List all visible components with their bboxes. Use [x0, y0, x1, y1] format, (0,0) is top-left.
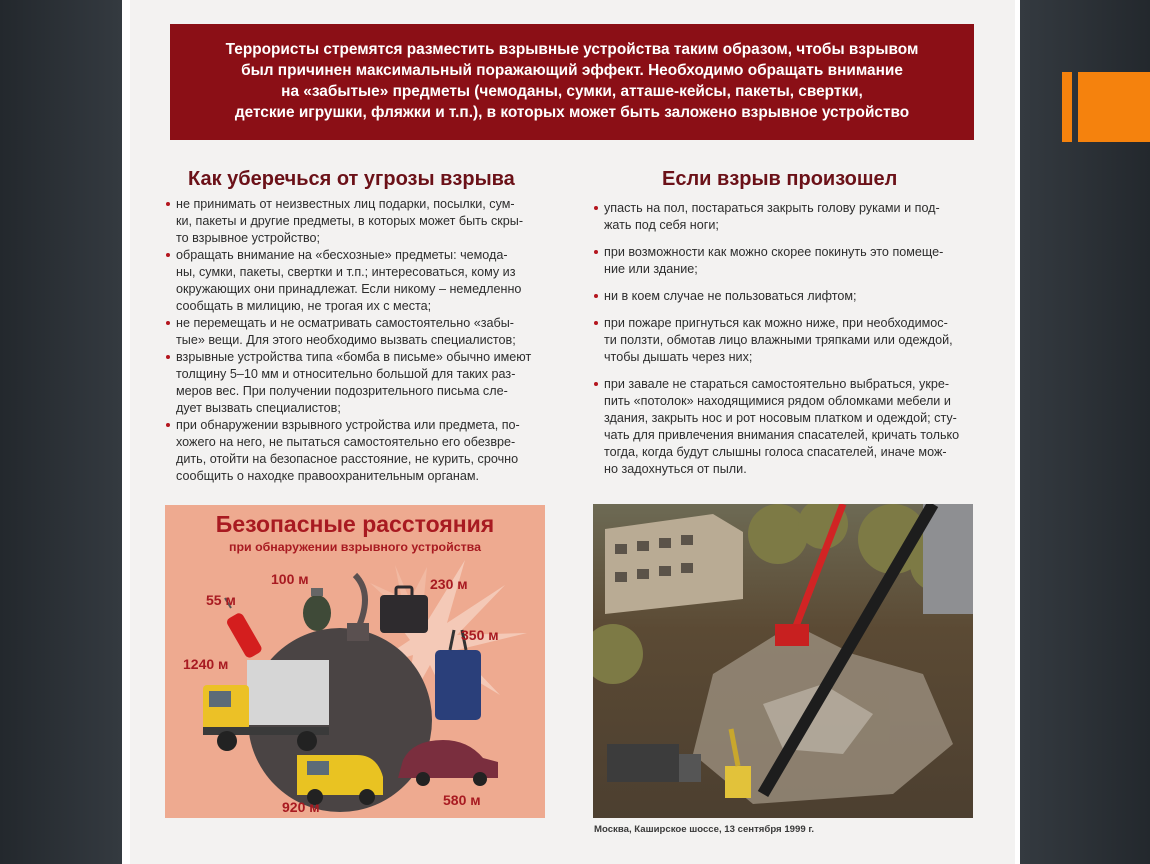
list-line: при возможности как можно скорее покинуть это помеще- [604, 245, 944, 259]
bullet-icon [166, 355, 170, 359]
list-line: ние или здание; [604, 262, 698, 276]
banner-line: был причинен максимальный поражающий эффект. Необходимо обращать внимание [241, 62, 903, 79]
list-line: сообщить о находке правоохранительным органам. [176, 469, 479, 483]
protection-list [166, 196, 550, 485]
accent-block [1078, 72, 1150, 142]
banner-line: детские игрушки, фляжки и т.п.), в которых может быть заложено взрывное устройство [234, 104, 910, 121]
slide-left-margin [0, 0, 122, 864]
infographic-title: Безопасные расстояния [215, 511, 495, 537]
list-line: но задохнуться от пыли. [604, 462, 747, 476]
bullet-icon [166, 423, 170, 427]
explosion-list [594, 200, 978, 488]
banner-line: Террористы стремятся разместить взрывные устройства таким образом, чтобы взрывом [225, 41, 919, 58]
list-item [594, 288, 978, 305]
rescue-scene-photo [593, 504, 973, 818]
bullet-icon [166, 321, 170, 325]
list-line: тогда, когда будут слышны голоса спасателей, иначе мож- [604, 445, 947, 459]
banner-line: на «забытые» предметы (чемоданы, сумки, атташе-кейсы, пакеты, свертки, [281, 83, 863, 100]
list-line: ны, сумки, пакеты, свертки и т.п.; интересоваться, кому из [176, 265, 516, 279]
list-line: ти ползти, обмотав лицо влажными тряпками или одеждой, [604, 333, 953, 347]
grenade-icon [303, 588, 331, 631]
list-line: ки, пакеты и другие предметы, в которых может быть скры- [176, 214, 524, 228]
safe-distances-infographic [165, 505, 545, 818]
rubble-photo-art [593, 504, 973, 818]
list-item [594, 376, 978, 478]
list-line: тые» вещи. Для этого необходимо вызвать специалистов; [176, 333, 516, 347]
list-line: при пожаре пригнуться как можно ниже, при необходимос- [604, 316, 948, 330]
bullet-icon [594, 206, 598, 210]
list-line: хожего на него, не пытаться самостоятельно его обезвре- [176, 435, 516, 449]
list-line: при завале не стараться самостоятельно выбраться, укре- [604, 377, 950, 391]
list-item [166, 196, 550, 247]
list-line: при обнаружении взрывного устройства или предмета, по- [176, 418, 520, 432]
distance-grenade: 100 м [271, 571, 309, 587]
list-line: сообщать в милицию, не трогая их с места; [176, 299, 432, 313]
list-line: чать для привлечения внимания спасателей, кричать только [604, 428, 960, 442]
list-line: не принимать от неизвестных лиц подарки, посылки, сум- [176, 197, 515, 211]
bullet-icon [594, 382, 598, 386]
bullet-icon [166, 202, 170, 206]
list-line: здания, закрыть нос и рот носовым платком и одеждой; сту- [604, 411, 957, 425]
bullet-icon [594, 250, 598, 254]
list-line: жать под себя ноги; [604, 218, 719, 232]
list-line: пить «потолок» находящимися рядом обломками мебели и [604, 394, 951, 408]
list-line: не перемещать и не осматривать самостоятельно «забы- [176, 316, 514, 330]
list-line: ни в коем случае не пользоваться лифтом; [604, 289, 857, 303]
bullet-icon [594, 321, 598, 325]
distance-car: 580 м [443, 792, 481, 808]
distance-van: 920 м [282, 799, 320, 815]
list-item [166, 349, 550, 417]
list-item [166, 417, 550, 485]
section-title-explosion: Если взрыв произошел [662, 168, 898, 190]
bullet-icon [594, 294, 598, 298]
list-line: взрывные устройства типа «бомба в письме» обычно имеют [176, 350, 532, 364]
list-item [594, 244, 978, 278]
distance-briefcase: 230 м [430, 576, 468, 592]
list-item [166, 315, 550, 349]
list-item [594, 200, 978, 234]
bullet-icon [166, 253, 170, 257]
warning-banner [170, 24, 974, 140]
list-item [166, 247, 550, 315]
distance-truck: 1240 м [183, 656, 229, 672]
accent-bar [1062, 72, 1072, 142]
distance-suitcase: 350 м [461, 627, 499, 643]
list-line: обращать внимание на «бесхозные» предметы: чемода- [176, 248, 508, 262]
list-line: окружающих они принадлежат. Если никому – немедленно [176, 282, 522, 296]
tower-block-icon [923, 504, 973, 614]
building-icon [605, 514, 743, 614]
list-line: чтобы дышать через них; [604, 350, 753, 364]
list-line: то взрывное устройство; [176, 231, 321, 245]
list-line: дить, отойти на безопасное расстояние, не курить, срочно [176, 452, 519, 466]
list-line: упасть на пол, постараться закрыть голову руками и под- [604, 201, 940, 215]
list-item [594, 315, 978, 366]
distance-dynamite: 55 м [206, 592, 236, 608]
photo-caption: Москва, Каширское шоссе, 13 сентября 1999 г. [594, 824, 815, 835]
infographic-subtitle: при обнаружении взрывного устройства [228, 540, 482, 554]
list-line: дует вызвать специалистов; [176, 401, 341, 415]
section-title-protection: Как уберечься от угрозы взрыва [188, 168, 515, 190]
list-line: меров вес. При получении подозрительного письма сле- [176, 384, 508, 398]
list-line: толщину 5–10 мм и относительно большой для таких раз- [176, 367, 516, 381]
